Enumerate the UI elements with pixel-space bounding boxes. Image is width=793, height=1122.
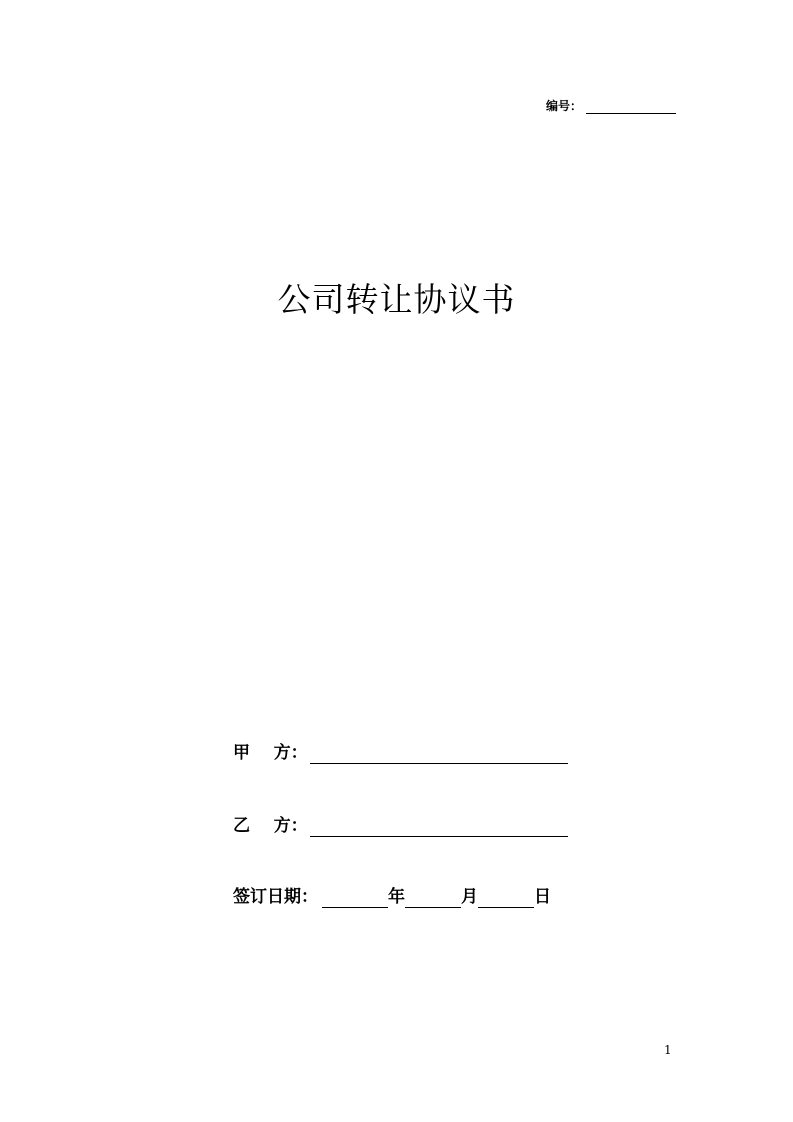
signing-date-label: 签订日期： (233, 887, 318, 907)
month-label: 月 (461, 887, 478, 907)
page-number: 1 (664, 1043, 672, 1057)
party-a-field (233, 738, 568, 764)
document-number (546, 94, 676, 114)
party-b-label: 乙 方： (233, 816, 308, 836)
document-number-label: 编号： (546, 99, 583, 113)
party-b-blank (310, 818, 568, 837)
year-label: 年 (388, 887, 405, 907)
signing-date-field (233, 882, 551, 908)
document-title: 公司转让协议书 (277, 280, 516, 319)
party-b-field (233, 811, 568, 837)
day-blank (478, 889, 534, 908)
year-blank (322, 889, 388, 908)
day-label: 日 (534, 887, 551, 907)
party-a-blank (310, 745, 568, 764)
party-a-label: 甲 方： (233, 743, 308, 763)
document-number-blank (586, 99, 676, 114)
month-blank (405, 889, 461, 908)
